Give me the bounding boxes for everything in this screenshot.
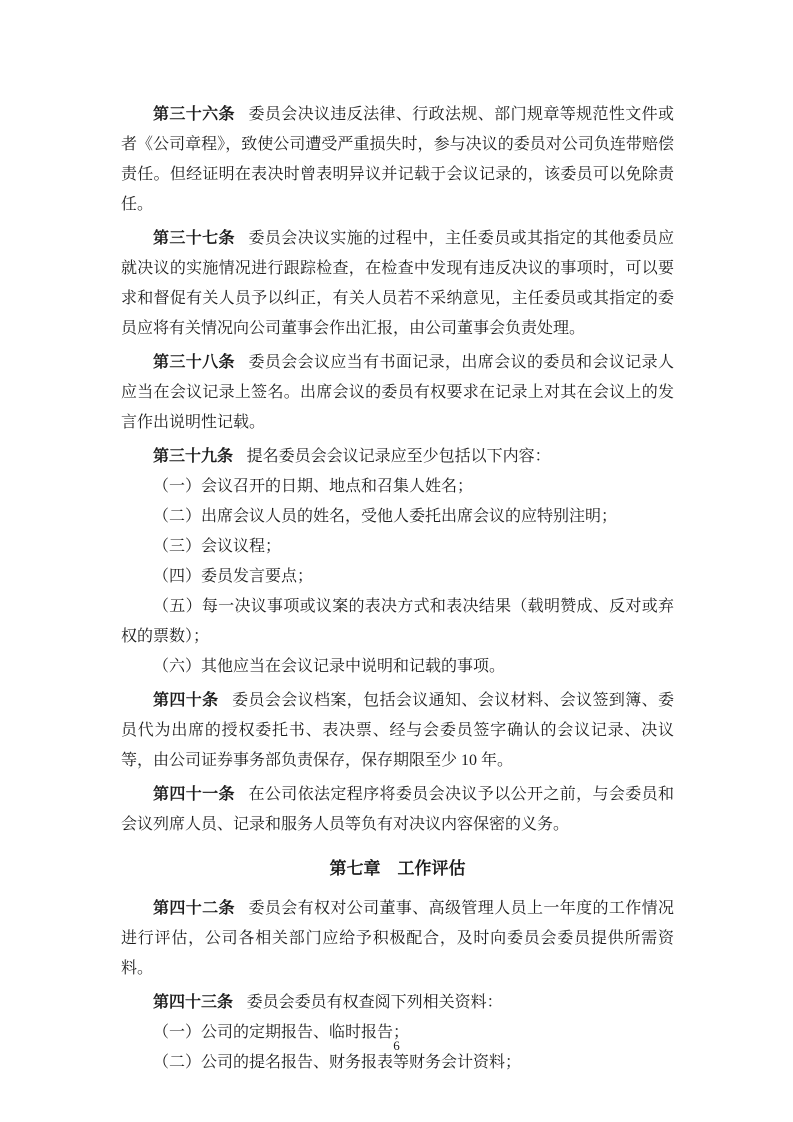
chapter-number-label: 第七章 — [329, 859, 381, 878]
article-paragraph — [121, 988, 674, 1018]
paragraph-text: 委员会决议实施的过程中，主任委员或其指定的其他委员应就决议的实施情况进行跟踪检查，在检查中发现有违反决议的事项时，可以要求和督促有关人员予以纠正，有关人员若不采纳意见，主任委员或其指定的委员应将有关情况向公司董事会作出汇报，由公司董事会负责处理。 — [121, 230, 674, 337]
paragraph-text: 工作评估 — [397, 859, 466, 878]
paragraph-text: （三）会议议程； — [153, 538, 282, 555]
list-item — [121, 652, 674, 682]
article-paragraph — [121, 224, 674, 344]
article-paragraph — [121, 686, 674, 776]
article-number-label: 第三十七条 — [153, 230, 235, 247]
list-item — [121, 592, 674, 652]
document-body — [121, 96, 674, 1078]
paragraph-text: （一）会议召开的日期、地点和召集人姓名； — [153, 478, 474, 495]
list-item — [121, 472, 674, 502]
list-item — [121, 502, 674, 532]
article-number-label: 第四十三条 — [153, 994, 234, 1011]
paragraph-text: 委员会会议档案，包括会议通知、会议材料、会议签到簿、委员代为出席的授权委托书、表决票、经与会委员签字确认的会议记录、决议等，由公司证券事务部负责保存，保存期限至少 10 年。 — [121, 692, 674, 769]
article-paragraph — [121, 100, 674, 220]
article-number-label: 第四十条 — [153, 692, 219, 709]
paragraph-text: （六）其他应当在会议记录中说明和记载的事项。 — [153, 658, 506, 675]
article-number-label: 第四十二条 — [153, 900, 235, 917]
chapter-heading — [121, 854, 674, 884]
list-item — [121, 562, 674, 592]
article-paragraph — [121, 442, 674, 472]
paragraph-text: 提名委员会会议记录应至少包括以下内容： — [246, 448, 551, 465]
page-number: 6 — [393, 1038, 400, 1053]
paragraph-text: 委员会决议违反法律、行政法规、部门规章等规范性文件或者《公司章程》，致使公司遭受严重损失时，参与决议的委员对公司负连带赔偿责任。但经证明在表决时曾表明异议并记载于会议记录的，该委员可以免除责任。 — [121, 106, 674, 213]
article-number-label: 第三十九条 — [153, 448, 234, 465]
paragraph-text: 在公司依法定程序将委员会决议予以公开之前，与会委员和会议列席人员、记录和服务人员等负有对决议内容保密的义务。 — [121, 786, 674, 833]
article-number-label: 第三十八条 — [153, 354, 235, 371]
paragraph-text: （四）委员发言要点； — [153, 568, 314, 585]
paragraph-text: （五）每一决议事项或议案的表决方式和表决结果（载明赞成、反对或弃权的票数）； — [121, 598, 674, 645]
paragraph-text: 委员会委员有权查阅下列相关资料： — [246, 994, 503, 1011]
paragraph-text: （二）公司的提名报告、财务报表等财务会计资料； — [153, 1054, 522, 1071]
article-number-label: 第三十六条 — [153, 106, 235, 123]
paragraph-text: （二）出席会议人员的姓名，受他人委托出席会议的应特别注明； — [153, 508, 618, 525]
article-number-label: 第四十一条 — [153, 786, 235, 803]
list-item — [121, 532, 674, 562]
article-paragraph — [121, 894, 674, 984]
article-paragraph — [121, 780, 674, 840]
paragraph-text: 委员会有权对公司董事、高级管理人员上一年度的工作情况进行评估，公司各相关部门应给予积极配合，及时向委员会委员提供所需资料。 — [121, 900, 674, 977]
paragraph-text: （一）公司的定期报告、临时报告； — [153, 1024, 410, 1041]
article-paragraph — [121, 348, 674, 438]
paragraph-text: 委员会会议应当有书面记录，出席会议的委员和会议记录人应当在会议记录上签名。出席会议的委员有权要求在记录上对其在会议上的发言作出说明性记载。 — [121, 354, 674, 431]
